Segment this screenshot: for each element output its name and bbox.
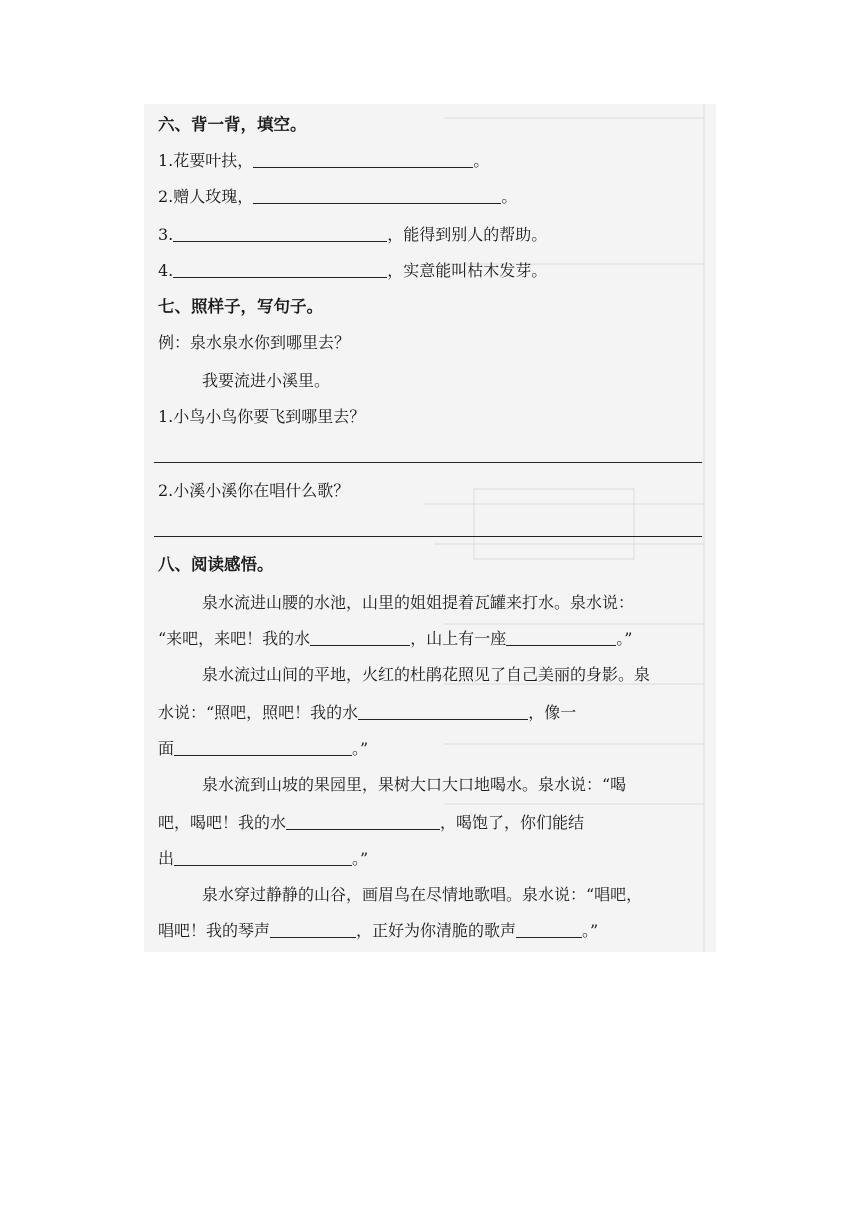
passage-text: ，像一: [528, 703, 577, 722]
passage-text: ，山上有一座: [410, 629, 507, 648]
section-8-title: 八、阅读感悟。: [158, 555, 274, 574]
answer-blank[interactable]: [253, 187, 501, 204]
passage-text: ，喝饱了，你们能结: [440, 813, 585, 832]
passage-text: 。”: [352, 849, 369, 868]
passage-text: 唱吧！我的琴声: [158, 921, 271, 940]
fill-item-2-end: 。: [501, 187, 518, 206]
answer-blank[interactable]: [286, 813, 440, 830]
passage-p4-line-2: [158, 920, 598, 942]
fill-item-2: [158, 186, 517, 208]
answer-blank[interactable]: [358, 703, 528, 720]
fill-item-3-text: ，能得到别人的帮助。: [387, 225, 548, 244]
passage-p3-line-3: [158, 848, 368, 870]
passage-text: 面: [158, 739, 175, 758]
example-answer: 我要流进小溪里。: [202, 371, 331, 390]
answer-blank[interactable]: [173, 225, 387, 242]
passage-p3-line-1: 泉水流到山坡的果园里，果树大口大口地喝水。泉水说：“喝: [202, 775, 627, 794]
fill-item-3-number: 3.: [158, 225, 174, 244]
passage-p1-line-1: 泉水流进山腰的水池，山里的姐姐提着瓦罐来打水。泉水说：: [202, 593, 635, 612]
fill-item-1-prompt: 1.花要叶扶，: [158, 151, 254, 170]
passage-p3-line-2: [158, 812, 584, 834]
fill-item-4-number: 4.: [158, 261, 174, 280]
fill-item-1: [158, 150, 489, 172]
passage-p2-line-1: 泉水流过山间的平地，火红的杜鹃花照见了自己美丽的身影。泉: [202, 665, 651, 684]
passage-text: 。”: [352, 739, 369, 758]
fill-item-3: [158, 224, 547, 246]
answer-blank[interactable]: [310, 629, 410, 646]
passage-text: 吧，喝吧！我的水: [158, 813, 287, 832]
passage-p2-line-2: [158, 702, 576, 724]
fill-item-4: [158, 260, 547, 282]
section-6-title: 六、背一背，填空。: [158, 115, 307, 134]
example-question: 例：泉水泉水你到哪里去？: [158, 333, 351, 352]
section-7-title: 七、照样子，写句子。: [158, 297, 323, 316]
scanned-worksheet: [144, 104, 716, 952]
fill-item-2-prompt: 2.赠人玫瑰，: [158, 187, 254, 206]
passage-text: 出: [158, 849, 175, 868]
passage-p4-line-1: 泉水穿过静静的山谷，画眉鸟在尽情地歌唱。泉水说：“唱吧，: [202, 885, 643, 904]
fill-item-1-end: 。: [473, 151, 490, 170]
passage-text: 。”: [582, 921, 599, 940]
answer-line-2[interactable]: [154, 536, 702, 537]
passage-text: 水说：“照吧，照吧！我的水: [158, 703, 359, 722]
passage-p1-line-2: [158, 628, 632, 650]
answer-line-1[interactable]: [154, 462, 702, 463]
question-2: 2.小溪小溪你在唱什么歌？: [158, 481, 350, 500]
answer-blank[interactable]: [270, 921, 356, 938]
answer-blank[interactable]: [506, 629, 616, 646]
passage-text: 。”: [616, 629, 633, 648]
fill-item-4-text: ，实意能叫枯木发芽。: [387, 261, 548, 280]
answer-blank[interactable]: [253, 151, 473, 168]
passage-text: ，正好为你清脆的歌声: [356, 921, 517, 940]
answer-blank[interactable]: [174, 849, 352, 866]
passage-p2-line-3: [158, 738, 368, 760]
question-1: 1.小鸟小鸟你要飞到哪里去？: [158, 407, 366, 426]
answer-blank[interactable]: [516, 921, 582, 938]
passage-text: “来吧，来吧！我的水: [158, 629, 311, 648]
answer-blank[interactable]: [173, 261, 387, 278]
answer-blank[interactable]: [174, 739, 352, 756]
